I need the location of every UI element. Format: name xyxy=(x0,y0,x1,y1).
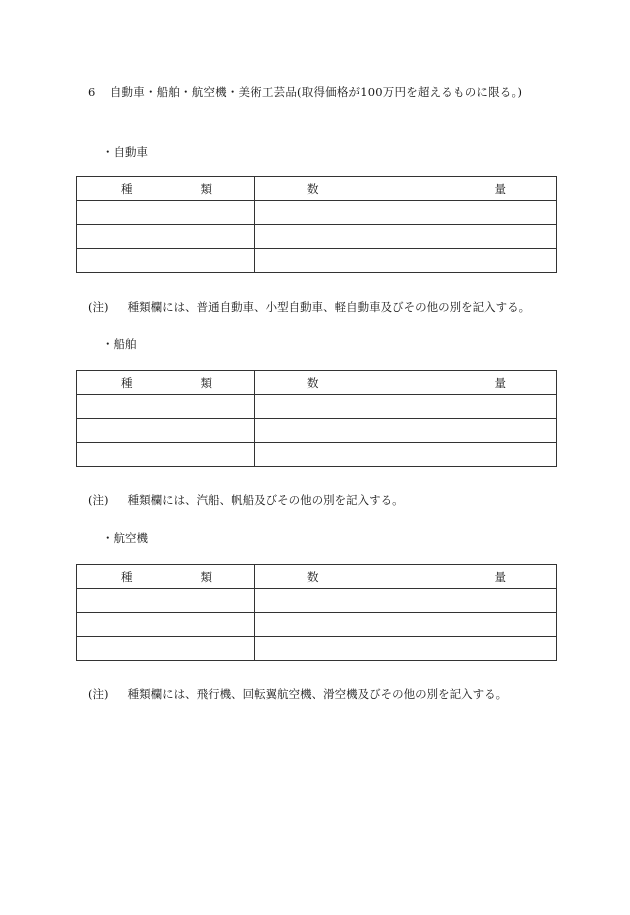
section-number: 6 xyxy=(88,85,96,99)
kind-cell[interactable] xyxy=(77,395,255,419)
note-text: 種類欄には、普通自動車、小型自動車、軽自動車及びその他の別を記入する。 xyxy=(127,300,531,314)
note-text: 種類欄には、飛行機、回転翼航空機、滑空機及びその他の別を記入する。 xyxy=(127,687,508,701)
quantity-header: 数 量 xyxy=(255,177,557,201)
automobile-table xyxy=(76,176,557,273)
quantity-cell[interactable] xyxy=(255,249,557,273)
kind-cell[interactable] xyxy=(77,637,255,661)
kind-cell[interactable] xyxy=(77,249,255,273)
section-title: 自動車・船舶・航空機・美術工芸品(取得価格が100万円を超えるものに限る。) xyxy=(109,85,523,99)
table-header-row xyxy=(77,565,557,589)
table-row xyxy=(77,249,557,273)
quantity-cell[interactable] xyxy=(255,637,557,661)
subsection-label-aircraft: ・航空機 xyxy=(102,531,148,545)
quantity-cell[interactable] xyxy=(255,613,557,637)
table-header-row xyxy=(77,177,557,201)
note-prefix: (注) xyxy=(88,300,109,314)
note-aircraft xyxy=(88,686,507,702)
quantity-cell[interactable] xyxy=(255,443,557,467)
note-automobile xyxy=(88,299,530,315)
table-row xyxy=(77,419,557,443)
kind-cell[interactable] xyxy=(77,419,255,443)
note-text: 種類欄には、汽船、帆船及びその他の別を記入する。 xyxy=(127,493,404,507)
kind-cell[interactable] xyxy=(77,613,255,637)
table-row xyxy=(77,589,557,613)
table-row xyxy=(77,637,557,661)
kind-cell[interactable] xyxy=(77,225,255,249)
kind-header: 種 類 xyxy=(77,177,255,201)
table-header-row xyxy=(77,371,557,395)
table-row xyxy=(77,443,557,467)
kind-header: 種 類 xyxy=(77,565,255,589)
aircraft-table xyxy=(76,564,557,661)
quantity-header: 数 量 xyxy=(255,371,557,395)
subsection-label-ship: ・船舶 xyxy=(102,337,137,351)
table-row xyxy=(77,613,557,637)
section-heading xyxy=(88,84,522,100)
table-row xyxy=(77,225,557,249)
note-prefix: (注) xyxy=(88,687,109,701)
kind-header: 種 類 xyxy=(77,371,255,395)
ship-table xyxy=(76,370,557,467)
table-row xyxy=(77,201,557,225)
quantity-header: 数 量 xyxy=(255,565,557,589)
kind-cell[interactable] xyxy=(77,443,255,467)
note-prefix: (注) xyxy=(88,493,109,507)
subsection-label-automobile: ・自動車 xyxy=(102,145,148,159)
quantity-cell[interactable] xyxy=(255,225,557,249)
quantity-cell[interactable] xyxy=(255,395,557,419)
kind-cell[interactable] xyxy=(77,201,255,225)
quantity-cell[interactable] xyxy=(255,419,557,443)
quantity-cell[interactable] xyxy=(255,201,557,225)
table-row xyxy=(77,395,557,419)
quantity-cell[interactable] xyxy=(255,589,557,613)
note-ship xyxy=(88,492,404,508)
kind-cell[interactable] xyxy=(77,589,255,613)
